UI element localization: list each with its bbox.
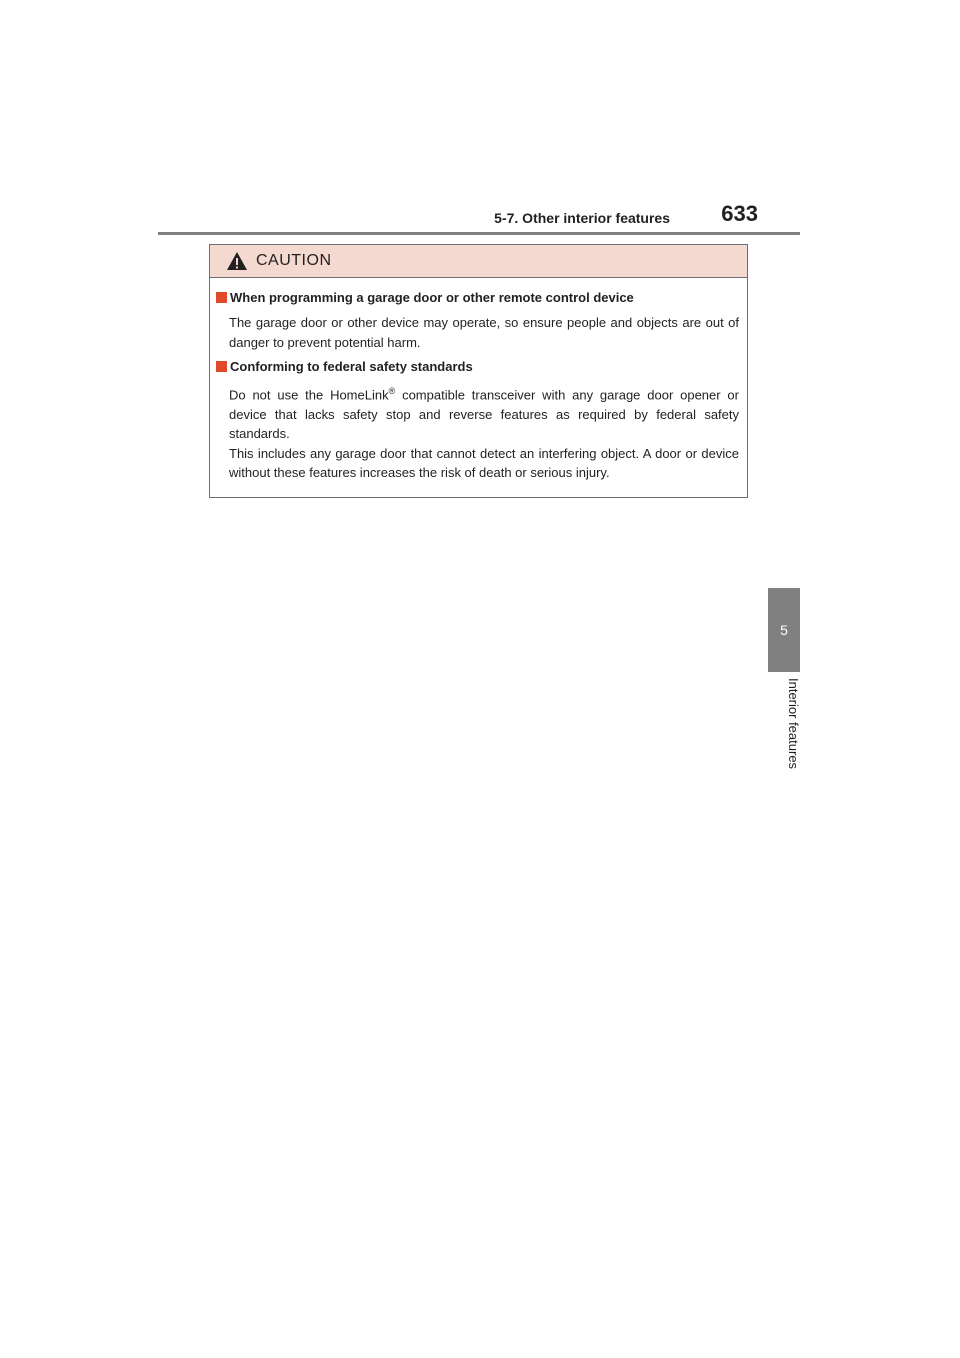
caution-paragraph bbox=[229, 382, 739, 444]
section-title: 5-7. Other interior features bbox=[494, 210, 670, 226]
caution-header bbox=[210, 245, 747, 278]
page-number: 633 bbox=[721, 201, 758, 226]
caution-item-heading bbox=[216, 359, 739, 374]
chapter-label: Interior features bbox=[786, 678, 801, 770]
chapter-tab bbox=[768, 588, 800, 672]
caution-paragraph: This includes any garage door that cannot detect an interfering object. A door or device without these features increases the risk of death or serious injury. bbox=[229, 445, 739, 481]
registered-mark: ® bbox=[388, 386, 396, 396]
square-bullet-icon bbox=[216, 292, 227, 303]
header-rule bbox=[158, 232, 800, 235]
caution-item-text bbox=[229, 382, 739, 483]
caution-item-heading-text: When programming a garage door or other remote control device bbox=[230, 290, 634, 305]
warning-triangle-icon bbox=[226, 251, 248, 271]
text-before-mark: Do not use the HomeLink bbox=[229, 387, 389, 403]
caution-item-heading bbox=[216, 290, 739, 305]
caution-body bbox=[210, 278, 747, 483]
caution-paragraph: The garage door or other device may operate, so ensure people and objects are out of danger to prevent potential harm. bbox=[229, 315, 739, 350]
chapter-number: 5 bbox=[780, 622, 788, 638]
caution-item-heading-text: Conforming to federal safety standards bbox=[230, 359, 473, 374]
caution-title: CAUTION bbox=[256, 252, 332, 269]
caution-box bbox=[209, 244, 748, 498]
square-bullet-icon bbox=[216, 361, 227, 372]
text-after-mark: compatible transceiver with any garage door opener or device that lacks safety stop and reverse features as required by federal safety standards. bbox=[229, 387, 739, 442]
caution-item-text bbox=[229, 313, 739, 352]
